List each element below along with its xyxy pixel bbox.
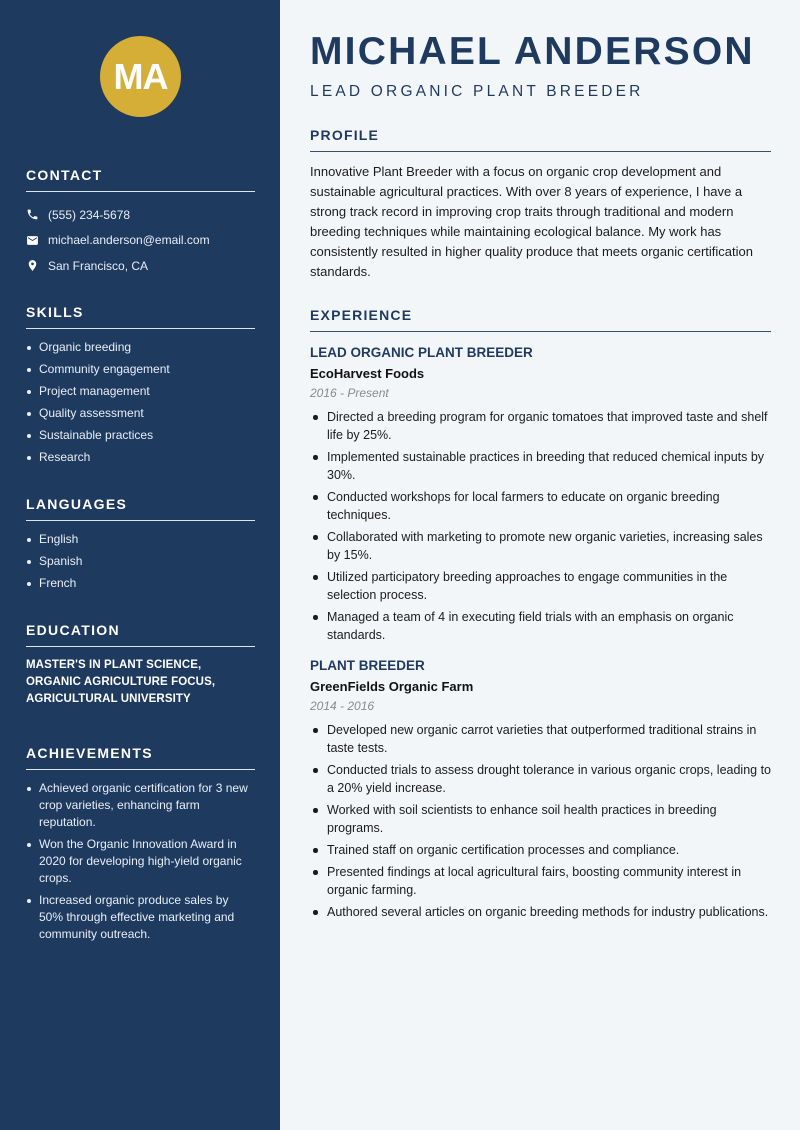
job-bullet: Conducted workshops for local farmers to educate on organic breeding techniques. bbox=[310, 488, 771, 524]
contact-section bbox=[26, 167, 255, 279]
job-dates: 2016 - Present bbox=[310, 386, 389, 400]
achievements-list bbox=[26, 780, 255, 943]
achievement-item: Increased organic produce sales by 50% through effective marketing and community outreach. bbox=[26, 892, 255, 943]
job-bullet: Managed a team of 4 in executing field trials with an emphasis on organic standards. bbox=[310, 608, 771, 644]
languages-section bbox=[26, 496, 255, 597]
avatar bbox=[100, 36, 181, 117]
job-bullet: Utilized participatory breeding approaches to engage communities in the selection process. bbox=[310, 568, 771, 604]
phone-icon bbox=[26, 208, 39, 221]
profile-heading: PROFILE bbox=[310, 127, 771, 152]
skills-section bbox=[26, 304, 255, 471]
job-bullet: Developed new organic carrot varieties that outperformed traditional strains in taste tests. bbox=[310, 721, 771, 757]
location-pin-icon bbox=[26, 259, 39, 272]
job-bullets bbox=[310, 721, 771, 921]
email-icon bbox=[26, 234, 39, 247]
job-bullet: Directed a breeding program for organic tomatoes that improved taste and shelf life by 25%. bbox=[310, 408, 771, 444]
profile-section bbox=[310, 127, 771, 282]
education-degree: MASTER'S IN PLANT SCIENCE, ORGANIC AGRICULTURE FOCUS, AGRICULTURAL UNIVERSITY bbox=[26, 659, 216, 705]
achievements-heading: ACHIEVEMENTS bbox=[26, 745, 255, 770]
job-company: GreenFields Organic Farm bbox=[310, 679, 474, 694]
email-text: michael.anderson@email.com bbox=[48, 233, 210, 248]
achievements-section bbox=[26, 745, 255, 948]
job-bullet: Presented findings at local agricultural fairs, boosting community interest in organic farming. bbox=[310, 863, 771, 899]
contact-heading: CONTACT bbox=[26, 167, 255, 192]
avatar-initials: MA bbox=[113, 55, 168, 97]
job-bullets bbox=[310, 408, 771, 644]
language-item: English bbox=[26, 531, 255, 548]
job-bullet: Worked with soil scientists to enhance soil health practices in breeding programs. bbox=[310, 801, 771, 837]
job-title: LEAD ORGANIC PLANT BREEDER bbox=[310, 345, 533, 360]
language-item: French bbox=[26, 575, 255, 592]
job-dates: 2014 - 2016 bbox=[310, 699, 375, 713]
job-bullet: Conducted trials to assess drought tolerance in various organic crops, leading to a 20% yield increase. bbox=[310, 761, 771, 797]
languages-list bbox=[26, 531, 255, 592]
languages-heading: LANGUAGES bbox=[26, 496, 255, 521]
skill-item: Sustainable practices bbox=[26, 427, 255, 444]
candidate-name: MICHAEL ANDERSON bbox=[310, 30, 755, 73]
achievement-item: Won the Organic Innovation Award in 2020 for developing high-yield organic crops. bbox=[26, 836, 255, 887]
skill-item: Community engagement bbox=[26, 361, 255, 378]
job-company: EcoHarvest Foods bbox=[310, 366, 425, 381]
job-bullet: Trained staff on organic certification processes and compliance. bbox=[310, 841, 771, 859]
skill-item: Quality assessment bbox=[26, 405, 255, 422]
education-section bbox=[26, 622, 255, 708]
sidebar bbox=[0, 0, 280, 1130]
skills-heading: SKILLS bbox=[26, 304, 255, 329]
job-bullet: Implemented sustainable practices in breeding that reduced chemical inputs by 30%. bbox=[310, 448, 771, 484]
contact-phone bbox=[26, 202, 255, 228]
language-item: Spanish bbox=[26, 553, 255, 570]
candidate-title: LEAD ORGANIC PLANT BREEDER bbox=[310, 83, 644, 100]
job-title: PLANT BREEDER bbox=[310, 658, 425, 673]
experience-heading: EXPERIENCE bbox=[310, 307, 771, 332]
education-heading: EDUCATION bbox=[26, 622, 255, 647]
location-text: San Francisco, CA bbox=[48, 258, 149, 273]
job-entry bbox=[310, 658, 771, 921]
experience-section bbox=[310, 307, 771, 925]
phone-text: (555) 234-5678 bbox=[48, 207, 131, 222]
job-bullet: Authored several articles on organic breeding methods for industry publications. bbox=[310, 903, 771, 921]
profile-text: Innovative Plant Breeder with a focus on organic crop development and sustainable agricultural practices. With over 8 years of experience, I have a strong track record in improving crop traits through traditional and modern breeding techniques while maintaining ecological balance. My work has consistently resulted in higher quality produce that meets organic certification standards. bbox=[310, 164, 753, 279]
skills-list bbox=[26, 339, 255, 466]
job-bullet: Collaborated with marketing to promote new organic varieties, increasing sales by 15%. bbox=[310, 528, 771, 564]
achievement-item: Achieved organic certification for 3 new crop varieties, enhancing farm reputation. bbox=[26, 780, 255, 831]
contact-email bbox=[26, 228, 255, 254]
contact-location bbox=[26, 253, 255, 279]
job-entry bbox=[310, 345, 771, 644]
skill-item: Organic breeding bbox=[26, 339, 255, 356]
skill-item: Project management bbox=[26, 383, 255, 400]
skill-item: Research bbox=[26, 449, 255, 466]
